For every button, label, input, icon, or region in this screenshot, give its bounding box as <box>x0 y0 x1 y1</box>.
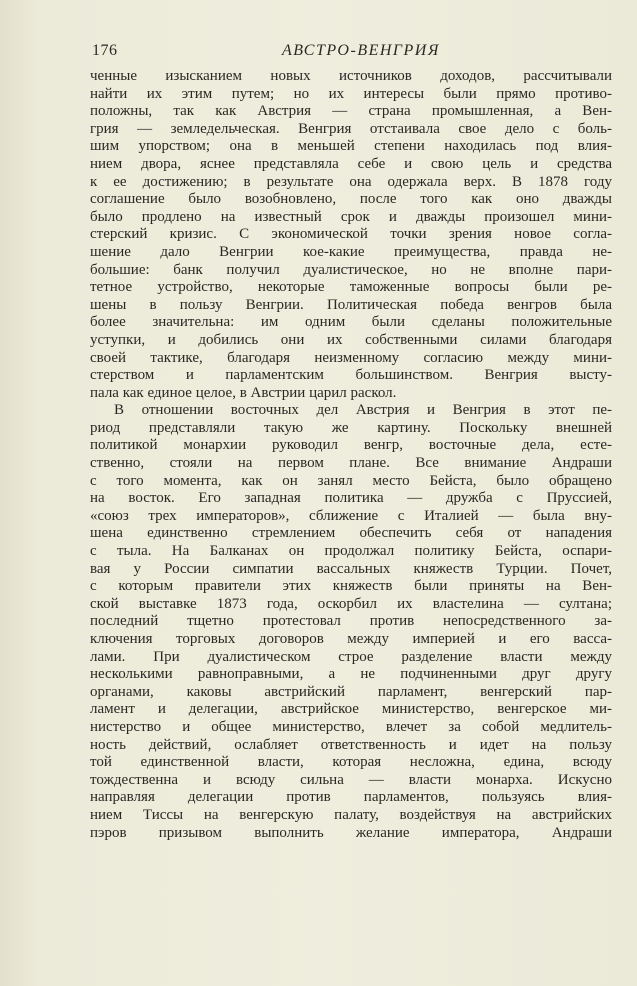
text-line: уступки, и добились они их собственными силами благодаря <box>90 331 612 348</box>
text-line: ственно, стояли на первом плане. Все внимание Андраши <box>90 455 612 472</box>
page-header <box>92 42 612 64</box>
text-line: соглашение было возобновлено, после того как оно дважды <box>90 191 612 208</box>
text-line: лами. При дуалистическом строе разделение власти между <box>90 648 612 665</box>
text-line: риод представляли такую же картину. Поскольку внешней <box>90 419 612 436</box>
text-line: положны, так как Австрия — страна промышленная, а Вен- <box>90 103 612 120</box>
text-line: шены в пользу Венгрии. Политическая победа венгров была <box>90 296 612 313</box>
paragraph-start-line: В отношении восточных дел Австрия и Венгрия в этот пе- <box>114 402 612 419</box>
text-line: нием Тиссы на венгерскую палату, воздействуя на австрийских <box>90 806 612 823</box>
text-line: ченные изысканием новых источников доходов, рассчитывали <box>90 68 612 84</box>
body-text <box>90 68 612 842</box>
text-line: найти их этим путем; но их интересы были прямо противо- <box>90 85 612 102</box>
text-line: политикой монархии руководил венгр, восточные дела, есте- <box>90 437 612 454</box>
text-line: нием двора, яснее представляла себе и свою цель и средства <box>90 155 612 172</box>
text-line: той единственной власти, которая несложна, едина, всюду <box>90 754 612 771</box>
running-head: АВСТРО-ВЕНГРИЯ <box>282 42 440 59</box>
text-line: на восток. Его западная политика — дружба с Пруссией, <box>90 490 612 507</box>
text-line: последний тщетно протестовал против непосредственного за- <box>90 613 612 630</box>
text-line: органами, каковы австрийский парламент, венгерский пар- <box>90 683 612 700</box>
text-line: ключения торговых договоров между империей и его васса- <box>90 631 612 647</box>
text-line: ность действий, ослабляет ответственность и идет на пользу <box>90 736 612 753</box>
text-line: с того момента, как он занял место Бейста, было обращено <box>90 472 612 489</box>
text-line: ламент и делегации, австрийское министерство, венгерское ми- <box>90 701 612 718</box>
text-line: было продлено на известный срок и дважды произошел мини- <box>90 208 612 225</box>
text-line: шим упорством; она в меньшей степени находилась под влия- <box>90 138 612 155</box>
paragraph-end-line: пала как единое целое, в Австрии царил раскол. <box>90 384 397 401</box>
text-line: стерский кризис. С экономической точки зрения новое согла- <box>90 226 612 243</box>
text-line: несколькими равноправными, а не подчиненными друг другу <box>90 666 612 683</box>
text-line: шение дало Венгрии кое-какие преимущества, правда не- <box>90 243 612 260</box>
page-number: 176 <box>92 42 118 59</box>
text-line: «союз трех императоров», сближение с Италией — была вну- <box>90 507 612 524</box>
text-line: с тыла. На Балканах он продолжал политику Бейста, оспари- <box>90 543 612 560</box>
text-line: ской выставке 1873 года, оскорбил их властелина — султана; <box>90 595 612 612</box>
text-line: более значительна: им одним были сделаны положительные <box>90 314 612 331</box>
text-line: к ее достижению; в результате она одержала верх. В 1878 году <box>90 173 612 190</box>
text-line: вая у России симпатии вассальных княжеств Турции. Почет, <box>90 560 612 577</box>
text-line: большие: банк получил дуалистическое, но не вполне пари- <box>90 261 612 278</box>
text-line: нистерство и общее министерство, влечет за собой медлитель- <box>90 718 612 735</box>
text-line: тождественна и всюду сильна — власти монарха. Искусно <box>90 771 612 788</box>
text-line: тетное устройство, некоторые таможенные вопросы были ре- <box>90 279 612 296</box>
text-line: направляя делегации против парламентов, пользуясь влия- <box>90 789 612 806</box>
text-line: с которым правители этих княжеств были приняты на Вен- <box>90 578 612 595</box>
text-line: стерством и парламентским большинством. Венгрия высту- <box>90 367 612 384</box>
text-line: грия — земледельческая. Венгрия отстаивала свое дело с боль- <box>90 120 612 137</box>
text-line: пэров призывом выполнить желание императора, Андраши <box>90 824 612 841</box>
text-line: своей тактике, благодаря неизменному согласию между мини- <box>90 349 612 366</box>
text-line: шена единственно стремлением обеспечить себя от нападения <box>90 525 612 542</box>
